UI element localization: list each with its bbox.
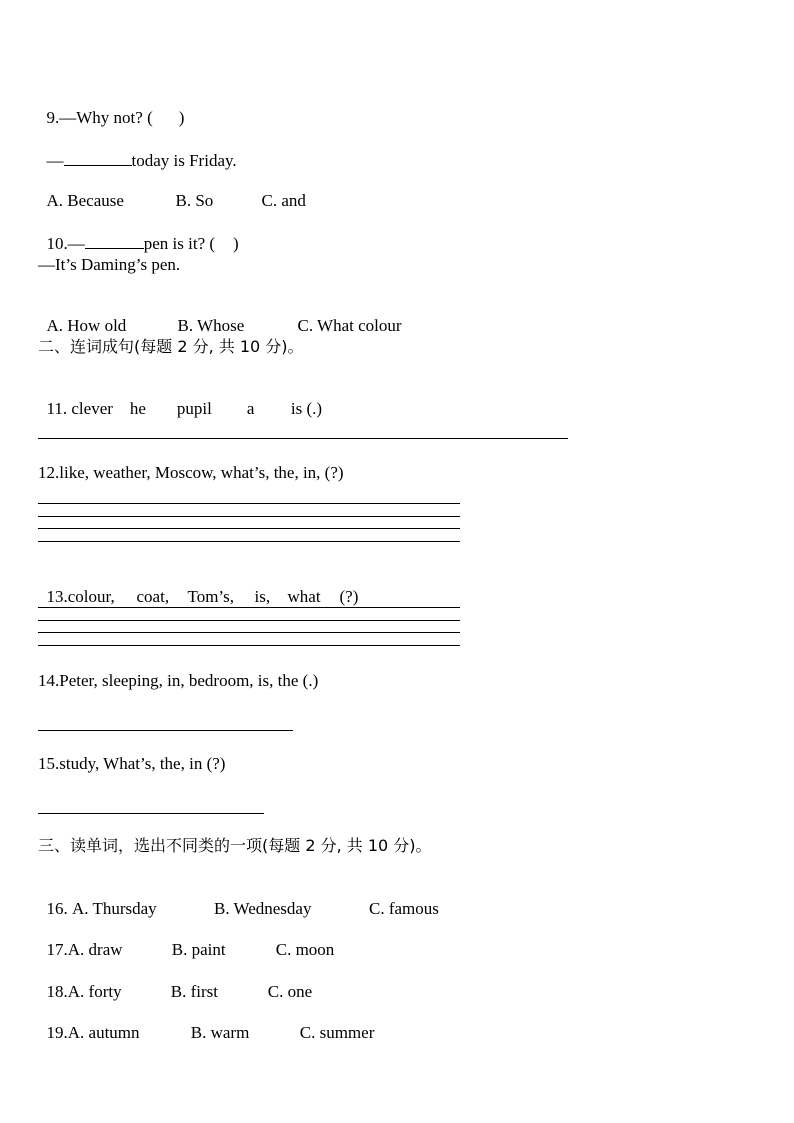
q11-number: 11 bbox=[46, 399, 63, 418]
q13-words bbox=[38, 567, 358, 607]
q9-options bbox=[38, 171, 306, 211]
q17-option-a[interactable]: A. draw bbox=[67, 940, 123, 959]
q18-options bbox=[38, 962, 312, 1002]
q17-number: 17. bbox=[46, 940, 68, 959]
q11-word: a bbox=[246, 399, 255, 418]
q17-option-b[interactable]: B. paint bbox=[171, 940, 226, 959]
q18-option-a[interactable]: A. forty bbox=[67, 982, 122, 1001]
q12-answer-line[interactable] bbox=[38, 503, 460, 504]
q19-option-c[interactable]: C. summer bbox=[299, 1023, 375, 1042]
q13-word: is, bbox=[254, 587, 271, 606]
q14-answer-line[interactable] bbox=[38, 730, 293, 731]
q19-options bbox=[38, 1003, 374, 1043]
q10-answer: —It’s Daming’s pen. bbox=[38, 255, 181, 274]
section-3-heading: 三、读单词，选出不同类的一项(每题 2 分, 共 10 分)。 bbox=[38, 836, 432, 855]
q11-word: pupil bbox=[176, 399, 212, 418]
q19-number: 19. bbox=[46, 1023, 68, 1042]
q9-prompt-close: ) bbox=[178, 108, 185, 127]
q15-words: 15.study, What’s, the, in (?) bbox=[38, 754, 226, 773]
q9-blank[interactable] bbox=[64, 150, 132, 166]
q9-dash: — bbox=[46, 151, 64, 170]
q12-answer-line[interactable] bbox=[38, 516, 460, 517]
q10-options bbox=[38, 296, 402, 336]
q12-answer-line[interactable] bbox=[38, 528, 460, 529]
q16-option-b[interactable]: B. Wednesday bbox=[214, 899, 312, 918]
q16-option-c[interactable]: C. famous bbox=[369, 899, 439, 918]
q12-answer-line[interactable] bbox=[38, 541, 460, 542]
q9-prompt-text: 9.—Why not? ( bbox=[46, 108, 153, 127]
q13-word: (?) bbox=[339, 587, 359, 606]
q16-number: 16. bbox=[46, 899, 68, 918]
q11-word: he bbox=[129, 399, 146, 418]
q9-option-b[interactable]: B. So bbox=[175, 191, 214, 210]
q9-answer-line bbox=[38, 130, 237, 171]
q9-answer-text: today is Friday. bbox=[131, 151, 237, 170]
q13-word: coat, bbox=[136, 587, 170, 606]
q12-words: 12.like, weather, Moscow, what’s, the, in, (?) bbox=[38, 463, 344, 482]
q18-number: 18. bbox=[46, 982, 68, 1001]
q9-option-c[interactable]: C. and bbox=[261, 191, 306, 210]
q11-word: is (.) bbox=[290, 399, 323, 418]
q13-word: 13.colour, bbox=[46, 587, 115, 606]
q19-option-b[interactable]: B. warm bbox=[190, 1023, 250, 1042]
q11-words bbox=[38, 379, 322, 419]
q9-prompt bbox=[38, 88, 184, 128]
q17-option-c[interactable]: C. moon bbox=[275, 940, 335, 959]
q10-prompt-close: ) bbox=[233, 234, 239, 253]
q13-answer-line[interactable] bbox=[38, 632, 460, 633]
q13-answer-line[interactable] bbox=[38, 620, 460, 621]
q13-word: what bbox=[287, 587, 321, 606]
q16-option-a[interactable]: A. Thursday bbox=[72, 899, 157, 918]
q11-answer-line[interactable] bbox=[38, 438, 568, 439]
q15-answer-line[interactable] bbox=[38, 813, 264, 814]
q11-word: . clever bbox=[62, 399, 113, 418]
q13-word: Tom’s, bbox=[187, 587, 235, 606]
q18-option-c[interactable]: C. one bbox=[267, 982, 313, 1001]
q10-prompt-text: pen is it? ( bbox=[143, 234, 216, 253]
q18-option-b[interactable]: B. first bbox=[170, 982, 218, 1001]
q10-option-c[interactable]: C. What colour bbox=[297, 316, 402, 335]
q13-answer-line[interactable] bbox=[38, 607, 460, 608]
q14-words: 14.Peter, sleeping, in, bedroom, is, the (.) bbox=[38, 671, 319, 690]
section-2-heading: 二、连词成句(每题 2 分, 共 10 分)。 bbox=[38, 337, 304, 356]
q13-answer-line[interactable] bbox=[38, 645, 460, 646]
q16-options bbox=[38, 879, 439, 919]
q10-prompt-start: 10.— bbox=[46, 234, 85, 253]
q10-option-a[interactable]: A. How old bbox=[46, 316, 127, 335]
q17-options bbox=[38, 920, 334, 960]
q19-option-a[interactable]: A. autumn bbox=[67, 1023, 140, 1042]
q10-blank[interactable] bbox=[85, 233, 144, 249]
q10-prompt bbox=[38, 213, 239, 254]
q10-option-b[interactable]: B. Whose bbox=[177, 316, 245, 335]
q9-option-a[interactable]: A. Because bbox=[46, 191, 124, 210]
